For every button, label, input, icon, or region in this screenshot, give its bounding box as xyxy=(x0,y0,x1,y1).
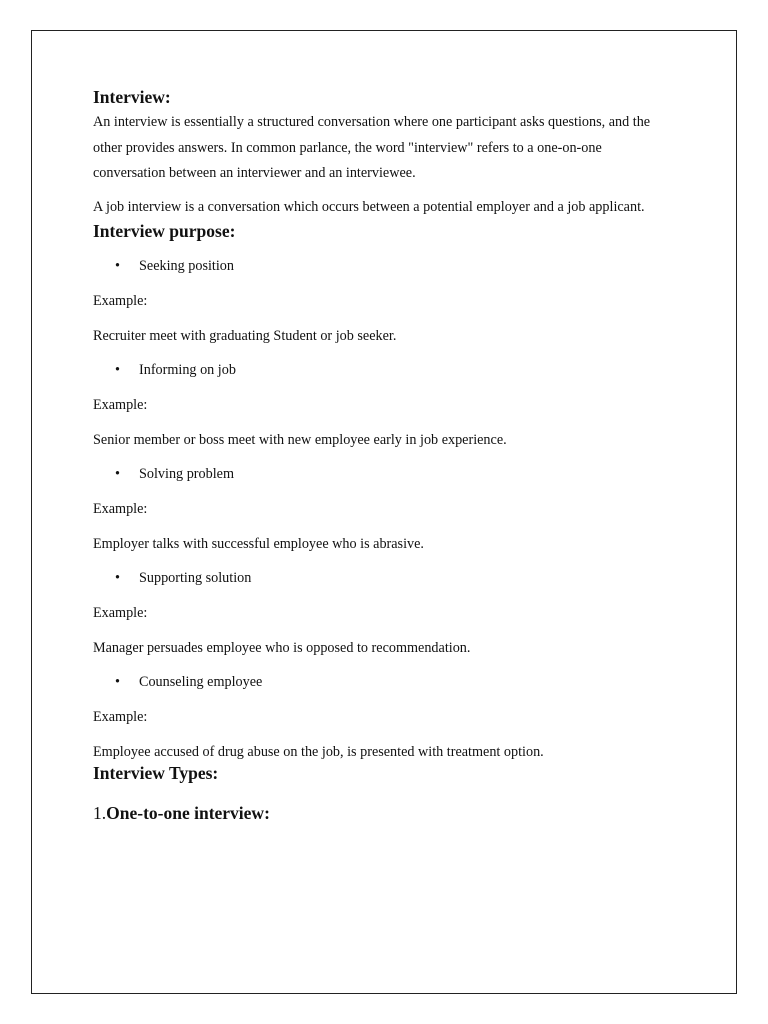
purpose-bullet xyxy=(93,672,675,692)
purpose-bullet-label: Counseling employee xyxy=(139,674,263,690)
example-text: Employee accused of drug abuse on the job, is presented with treatment option. xyxy=(93,744,544,760)
bullet-icon: • xyxy=(115,466,120,482)
intro-paragraph: An interview is essentially a structured conversation where one participant asks questions, and the other provides answers. In common parlance, the word "interview" refers to a one-on-one conversation between an interviewer and an interviewee. xyxy=(93,114,651,181)
example-label: Example: xyxy=(93,397,148,413)
section-title-types: Interview Types: xyxy=(93,763,219,783)
example-label: Example: xyxy=(93,605,148,621)
example-label: Example: xyxy=(93,501,148,517)
purpose-bullet-label: Supporting solution xyxy=(139,570,252,586)
example-text: Senior member or boss meet with new employee early in job experience. xyxy=(93,432,507,448)
subsection-number: 1. xyxy=(93,803,107,823)
bullet-icon: • xyxy=(115,258,120,274)
purpose-bullet xyxy=(93,568,675,588)
bullet-icon: • xyxy=(115,674,120,690)
purpose-bullet-label: Solving problem xyxy=(139,466,234,482)
example-label: Example: xyxy=(93,293,148,309)
example-text: Manager persuades employee who is opposed to recommendation. xyxy=(93,640,471,656)
purpose-bullet xyxy=(93,464,675,484)
subsection-title-one-to-one xyxy=(93,802,675,824)
example-label: Example: xyxy=(93,709,148,725)
subsection-title-text: One-to-one interview: xyxy=(106,803,270,823)
purpose-bullet-label: Informing on job xyxy=(139,362,236,378)
section-title-purpose: Interview purpose: xyxy=(93,221,236,241)
section-title-interview: Interview: xyxy=(93,87,171,107)
purpose-bullet xyxy=(93,256,675,276)
document-body xyxy=(93,86,675,824)
bullet-icon: • xyxy=(115,570,120,586)
bullet-icon: • xyxy=(115,362,120,378)
example-text: Employer talks with successful employee who is abrasive. xyxy=(93,536,424,552)
example-text: Recruiter meet with graduating Student or job seeker. xyxy=(93,328,397,344)
purpose-bullet-label: Seeking position xyxy=(139,258,234,274)
job-interview-paragraph: A job interview is a conversation which occurs between a potential employer and a job applicant. xyxy=(93,198,645,215)
purpose-bullet xyxy=(93,360,675,380)
